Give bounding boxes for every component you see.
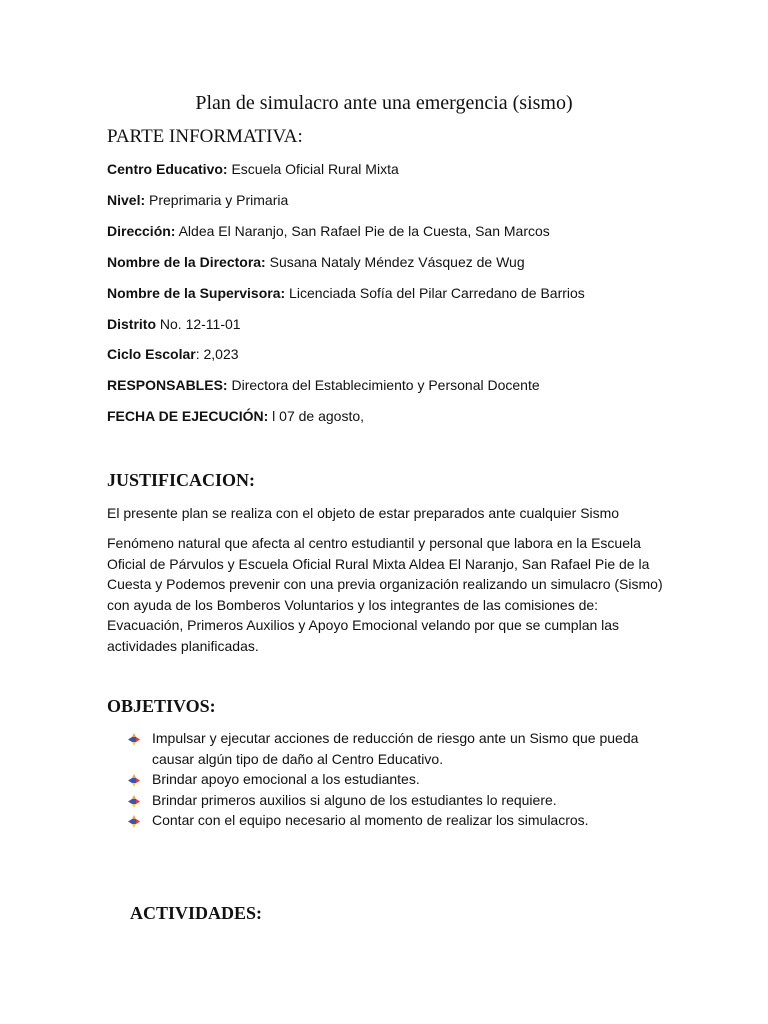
justificacion-heading: JUSTIFICACION: [107, 470, 256, 490]
paragraph-line: actividades planificadas. [107, 637, 259, 654]
paragraph-line: Evacuación, Primeros Auxilios y Apoyo Emocional velando por que se cumplan las [107, 617, 620, 633]
actividades-heading: ACTIVIDADES: [130, 903, 263, 923]
list-item-line: Contar con el equipo necesario al momento de realizar los simulacros. [152, 812, 589, 828]
justificacion-intro: El presente plan se realiza con el objeto de estar preparados ante cualquier Sismo [107, 505, 620, 521]
diamond-arrow-bullet-icon [128, 731, 140, 744]
field-value: Preprimaria y Primaria [145, 192, 289, 208]
field-label: Ciclo Escolar [107, 346, 196, 362]
field-label: RESPONSABLES: [107, 377, 228, 393]
list-item-line: Impulsar y ejecutar acciones de reducción de riesgo ante un Sismo que pueda [152, 730, 639, 746]
field-fecha-ejecucion [107, 408, 364, 424]
field-directora [107, 254, 525, 270]
field-value: Aldea El Naranjo, San Rafael Pie de la Cuesta, San Marcos [175, 223, 550, 239]
field-label: FECHA DE EJECUCIÓN: [107, 408, 269, 424]
field-ciclo-escolar [107, 346, 239, 362]
diamond-arrow-bullet-icon [128, 793, 140, 806]
field-value: Licenciada Sofía del Pilar Carredano de Barrios [285, 285, 585, 301]
list-item [128, 769, 638, 790]
field-value: Escuela Oficial Rural Mixta [227, 161, 399, 177]
field-value: : 2,023 [195, 346, 239, 362]
list-item-line: Brindar primeros auxilios si alguno de los estudiantes lo requiere. [152, 791, 557, 808]
field-centro-educativo [107, 161, 399, 177]
document-title: Plan de simulacro ante una emergencia (sismo) [195, 92, 573, 114]
diamond-arrow-bullet-icon [128, 772, 140, 785]
field-responsables [107, 377, 540, 393]
parte-informativa-heading: PARTE INFORMATIVA: [107, 126, 303, 147]
field-label: Dirección: [107, 223, 176, 239]
field-direccion [107, 223, 550, 239]
justificacion-paragraph [107, 533, 663, 656]
field-label: Nombre de la Directora: [107, 254, 266, 270]
list-item-line: Brindar apoyo emocional a los estudiantes. [152, 771, 420, 787]
objetivos-list [128, 728, 638, 831]
field-value: Susana Nataly Méndez Vásquez de Wug [265, 254, 525, 270]
objetivos-heading: OBJETIVOS: [107, 696, 216, 716]
paragraph-line: Cuesta y Podemos prevenir con una previa organización realizando un simulacro (Sismo) [107, 576, 663, 592]
field-label: Distrito [107, 316, 156, 332]
field-label: Centro Educativo: [107, 161, 228, 177]
diamond-arrow-bullet-icon [128, 813, 140, 826]
list-item [128, 728, 638, 769]
list-item-line: causar algún tipo de daño al Centro Educativo. [152, 750, 444, 767]
paragraph-line: con ayuda de los Bomberos Voluntarios y los integrantes de las comisiones de: [107, 596, 599, 613]
list-item [128, 810, 638, 831]
field-value: l 07 de agosto, [268, 408, 365, 424]
field-label: Nivel: [107, 192, 146, 208]
field-nivel [107, 192, 288, 208]
field-supervisora [107, 285, 585, 301]
paragraph-line: Oficial de Párvulos y Escuela Oficial Rural Mixta Aldea El Naranjo, San Rafael Pie de la [107, 555, 650, 572]
field-distrito [107, 316, 241, 332]
field-label: Nombre de la Supervisora: [107, 285, 286, 301]
list-item [128, 790, 638, 811]
field-value: Directora del Establecimiento y Personal Docente [227, 377, 540, 393]
paragraph-line: Fenómeno natural que afecta al centro estudiantil y personal que labora en la Escuela [107, 535, 641, 551]
field-value: No. 12-11-01 [156, 316, 241, 332]
